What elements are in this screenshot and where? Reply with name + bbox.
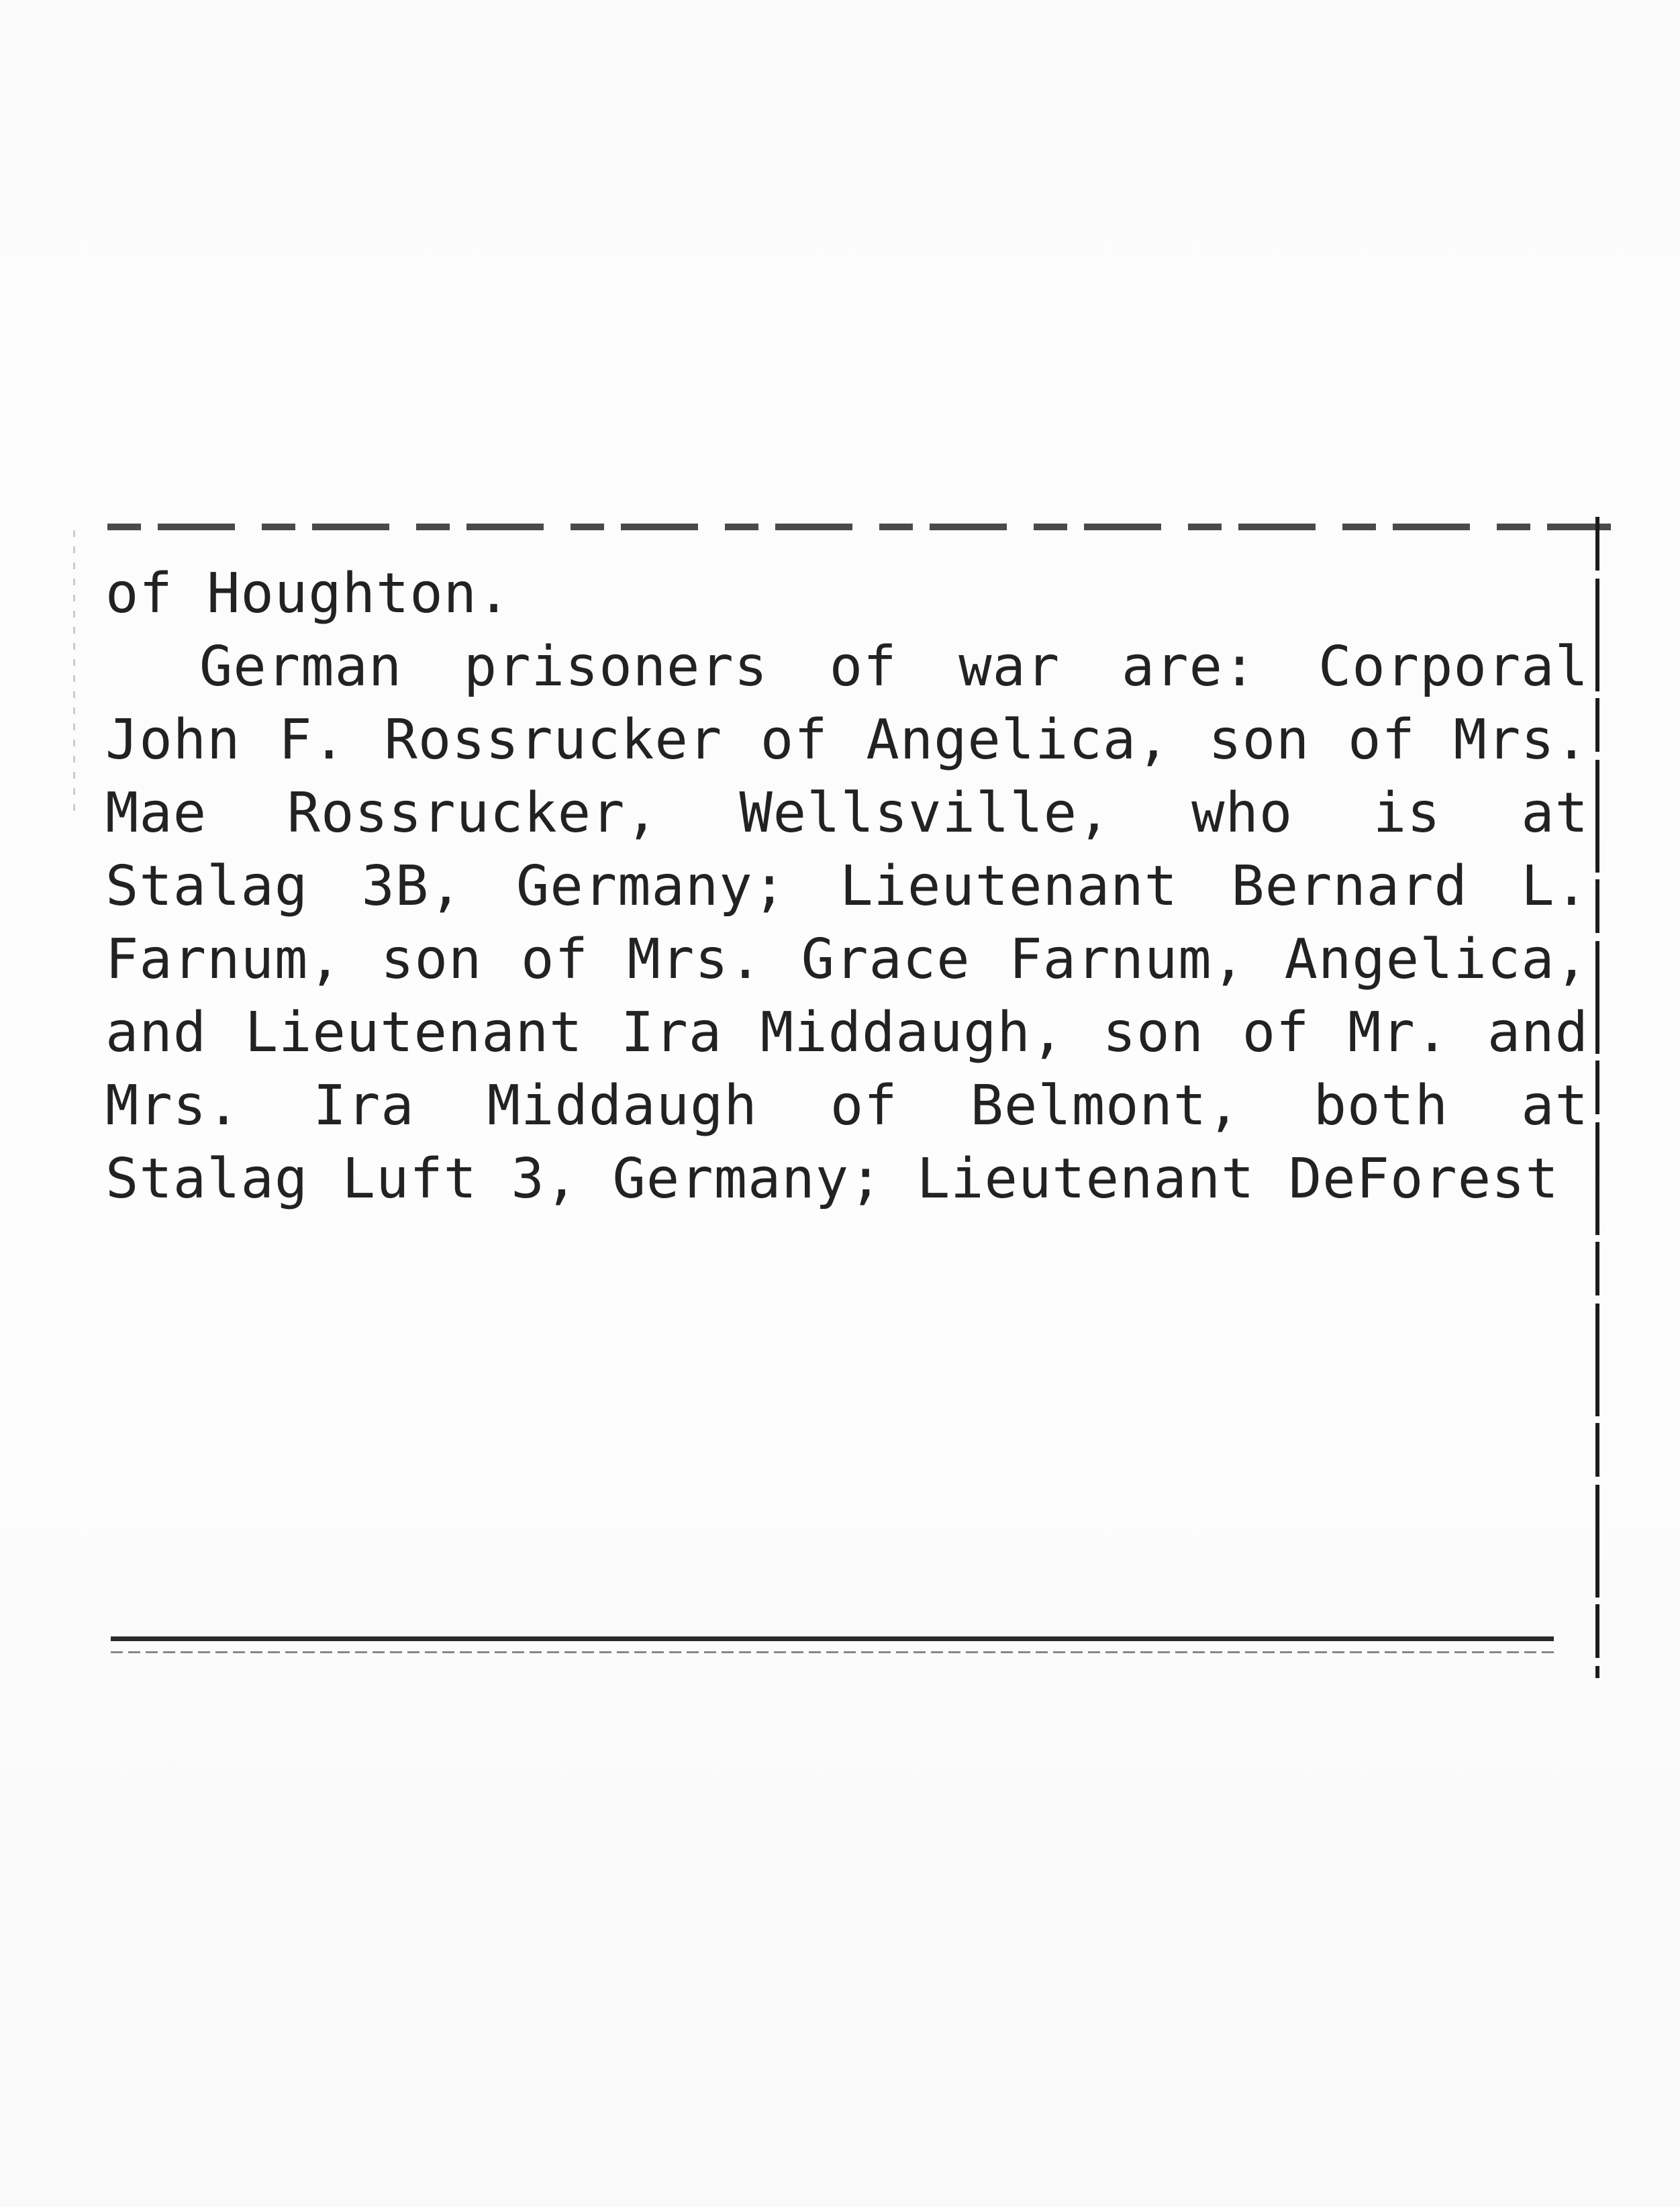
clipped-top-line (107, 524, 1611, 530)
clipping-left-edge (73, 530, 75, 812)
column-rule (1595, 517, 1599, 1678)
bottom-rule-shadow (111, 1651, 1554, 1653)
bottom-rule (111, 1636, 1554, 1641)
article-text (105, 557, 1589, 1216)
paragraph-continuation: of Houghton. (105, 562, 511, 626)
paragraph-prisoners: German prisoners of war are: Corporal John F. Rossrucker of Angelica, son of Mrs. Mae Rossrucker, Wellsville, who is at Stalag 3B, Germany; Lieutenant Bernard L. Farnum, son of Mrs. Grace Farnum, Angelica, and Lieutenant Ira Middaugh, son of Mr. and Mrs. Ira Middaugh of Belmont, both at Stalag Luft 3, Germany; Lieutenant DeForest (105, 635, 1589, 1211)
newspaper-clipping (70, 517, 1608, 1678)
